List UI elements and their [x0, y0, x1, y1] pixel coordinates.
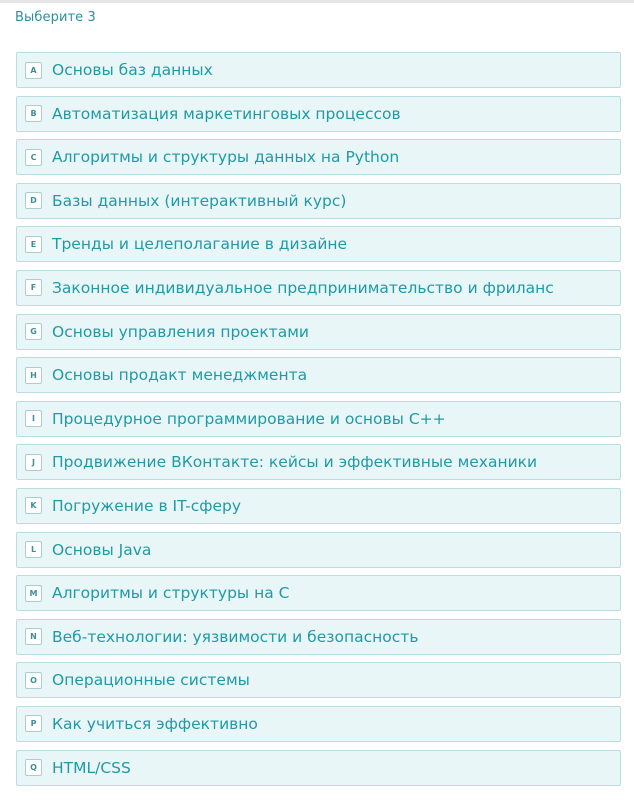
- option-letter-badge: I: [25, 410, 42, 427]
- option-letter-badge: B: [25, 105, 42, 122]
- option-label: Основы Java: [52, 540, 152, 559]
- option-label: HTML/CSS: [52, 758, 131, 777]
- option-letter-badge: H: [25, 367, 42, 384]
- option-label: Базы данных (интерактивный курс): [52, 191, 347, 210]
- option-label: Основы управления проектами: [52, 322, 309, 341]
- option-l[interactable]: [16, 532, 621, 568]
- option-label: Продвижение ВКонтакте: кейсы и эффективные механики: [52, 453, 538, 472]
- top-divider: [0, 0, 634, 3]
- option-label: Основы продакт менеджмента: [52, 366, 308, 385]
- option-d[interactable]: [16, 183, 621, 219]
- option-letter-badge: O: [25, 672, 42, 689]
- option-n[interactable]: [16, 619, 621, 655]
- option-o[interactable]: [16, 662, 621, 698]
- option-g[interactable]: [16, 314, 621, 350]
- option-label: Процедурное программирование и основы C++: [52, 409, 446, 428]
- option-letter-badge: A: [25, 62, 42, 79]
- question-prompt: Выберите 3: [15, 10, 96, 25]
- option-h[interactable]: [16, 357, 621, 393]
- option-label: Погружение в IT-сферу: [52, 496, 242, 515]
- option-letter-badge: M: [25, 585, 42, 602]
- option-label: Алгоритмы и структуры данных на Python: [52, 148, 400, 167]
- option-j[interactable]: [16, 444, 621, 480]
- option-k[interactable]: [16, 488, 621, 524]
- option-letter-badge: Q: [25, 759, 42, 776]
- option-a[interactable]: [16, 52, 621, 88]
- option-letter-badge: G: [25, 323, 42, 340]
- option-q[interactable]: [16, 750, 621, 786]
- option-letter-badge: F: [25, 279, 42, 296]
- option-b[interactable]: [16, 96, 621, 132]
- option-c[interactable]: [16, 139, 621, 175]
- option-label: Тренды и целеполагание в дизайне: [52, 235, 348, 254]
- option-letter-badge: P: [25, 715, 42, 732]
- option-label: Веб-технологии: уязвимости и безопасность: [52, 627, 419, 646]
- answer-options-list: [16, 52, 621, 793]
- option-letter-badge: E: [25, 236, 42, 253]
- option-label: Как учиться эффективно: [52, 714, 258, 733]
- option-i[interactable]: [16, 401, 621, 437]
- option-letter-badge: J: [25, 454, 42, 471]
- option-e[interactable]: [16, 226, 621, 262]
- option-letter-badge: C: [25, 149, 42, 166]
- option-letter-badge: N: [25, 628, 42, 645]
- option-label: Автоматизация маркетинговых процессов: [52, 104, 401, 123]
- option-label: Законное индивидуальное предпринимательство и фриланс: [52, 278, 554, 297]
- option-p[interactable]: [16, 706, 621, 742]
- option-label: Алгоритмы и структуры на C: [52, 584, 290, 603]
- option-label: Основы баз данных: [52, 61, 213, 79]
- option-letter-badge: K: [25, 497, 42, 514]
- option-letter-badge: D: [25, 192, 42, 209]
- option-letter-badge: L: [25, 541, 42, 558]
- option-f[interactable]: [16, 270, 621, 306]
- option-label: Операционные системы: [52, 671, 250, 690]
- option-m[interactable]: [16, 575, 621, 611]
